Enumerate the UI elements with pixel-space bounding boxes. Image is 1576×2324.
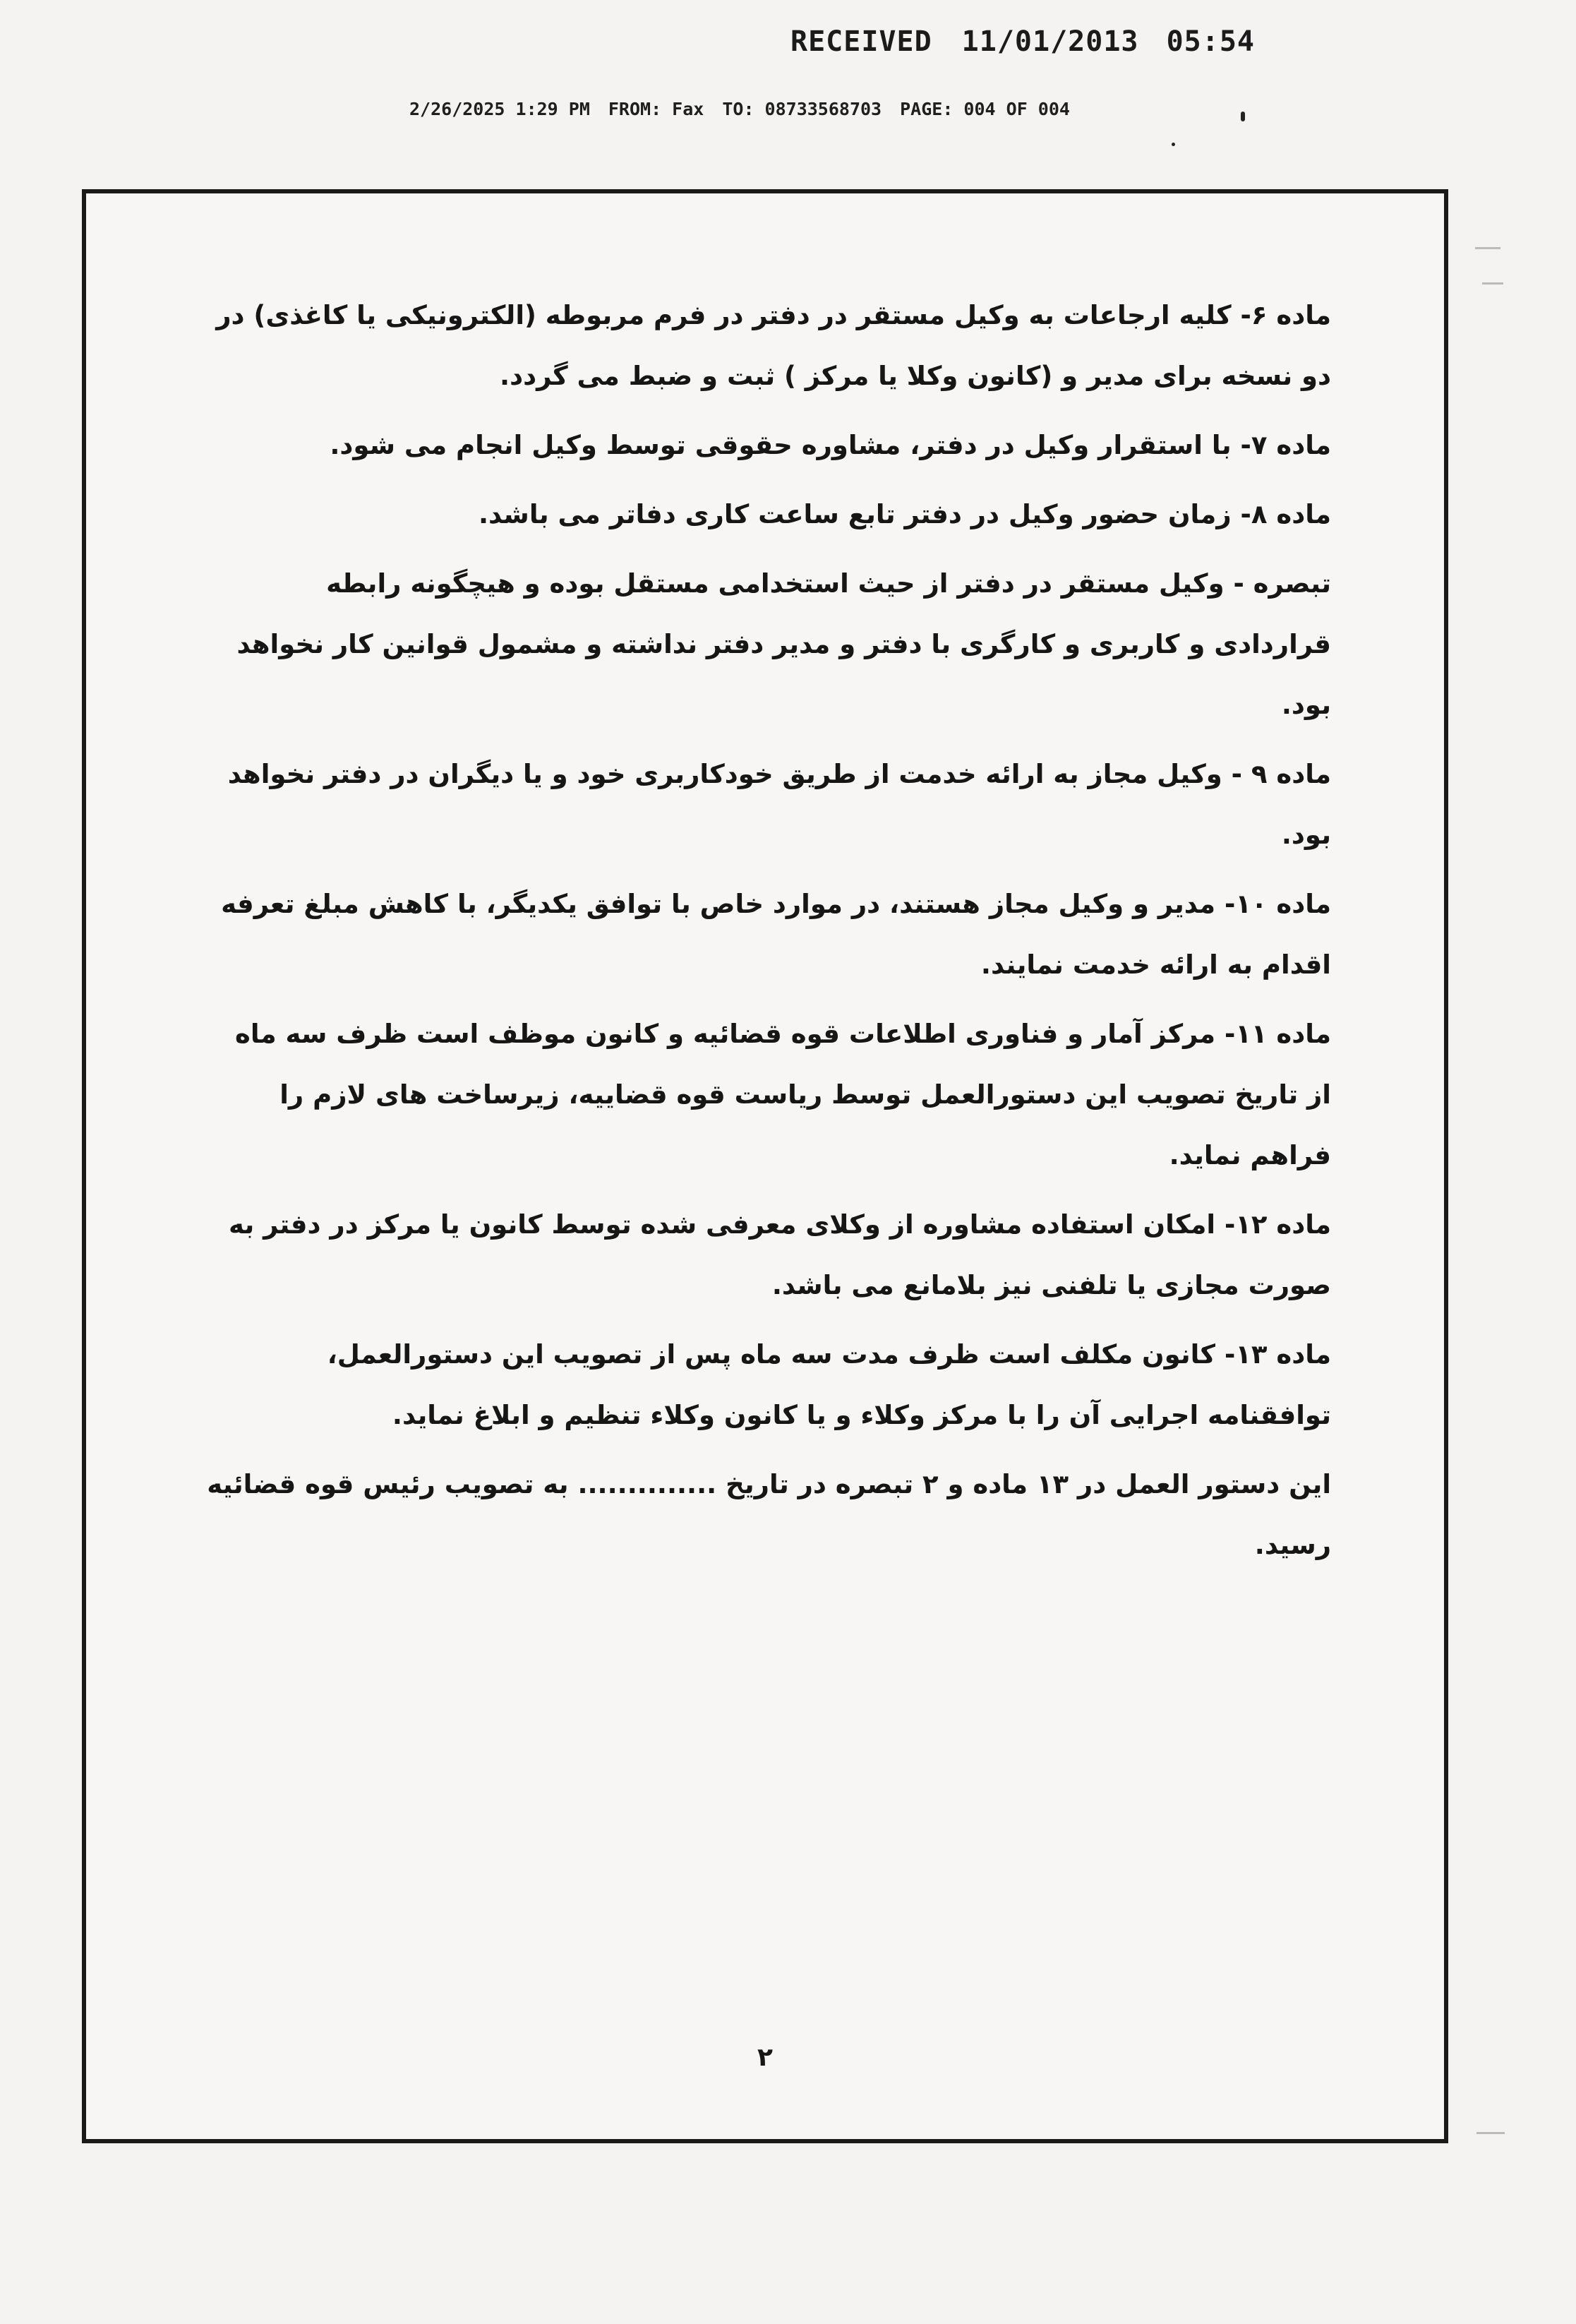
article-9: ماده ۹ - وکیل مجاز به ارائه خدمت از طریق خودکاربری خود و یا دیگران در دفتر نخواهد بود. [227,759,1331,850]
fax-transmission-header [409,99,1070,119]
article-11: ماده ۱۱- مرکز آمار و فناوری اطلاعات قوه قضائیه و کانون موظف است ظرف سه ماه از تاریخ تصویب این دستورالعمل توسط ریاست قوه قضاییه، زیرساخت های لازم را فراهم نماید. [235,1019,1331,1170]
article-12: ماده ۱۲- امکان استفاده مشاوره از وکلای معرفی شده توسط کانون یا مرکز در دفتر به صورت مجازی یا تلفنی نیز بلامانع می باشد. [228,1209,1331,1300]
note-article-8: تبصره - وکیل مستقر در دفتر از حیث استخدامی مستقل بوده و هیچگونه رابطه قراردادی و کاربری و کارگری با دفتر و مدیر دفتر نداشته و مشمول قوانین کار نخواهد بود. [236,568,1331,720]
approval-statement: این دستور العمل در ۱۳ ماده و ۲ تبصره در تاریخ .............. به تصویب رئیس قوه قضائیه رسید. [207,1469,1331,1560]
fax-received-stamp [790,25,1255,58]
scan-edge-mark [1475,247,1500,249]
page-number: ۲ [757,2043,773,2072]
article-8: ماده ۸- زمان حضور وکیل در دفتر تابع ساعت کاری دفاتر می باشد. [479,499,1331,529]
fax-from: FROM: Fax [608,99,704,119]
fax-sent-datetime: 2/26/2025 1:29 PM [409,99,590,119]
scan-edge-mark [1482,282,1503,284]
document-body [206,285,1331,1584]
fax-received-time: 05:54 [1166,25,1255,58]
document-frame [82,189,1448,2143]
fax-received-date: 11/01/2013 [961,25,1139,58]
article-13: ماده ۱۳- کانون مکلف است ظرف مدت سه ماه پس از تصویب این دستورالعمل، توافقنامه اجرایی آن را با مرکز وکلاء و یا کانون وکلاء تنظیم و ابلاغ نماید. [327,1339,1331,1430]
scan-speck [1172,143,1175,146]
fax-page-count: PAGE: 004 OF 004 [900,99,1070,119]
fax-to: TO: 08733568703 [722,99,882,119]
article-10: ماده ۱۰- مدیر و وکیل مجاز هستند، در موارد خاص با توافق یکدیگر، با کاهش مبلغ تعرفه اقدام به ارائه خدمت نمایند. [221,889,1331,980]
scan-edge-mark [1476,2132,1505,2134]
article-7: ماده ۷- با استقرار وکیل در دفتر، مشاوره حقوقی توسط وکیل انجام می شود. [330,430,1331,460]
scan-speck [1241,112,1245,121]
fax-received-label: RECEIVED [790,25,932,58]
article-6: ماده ۶- کلیه ارجاعات به وکیل مستقر در دفتر در فرم مربوطه (الکترونیکی یا کاغذی) در دو نسخه برای مدیر و (کانون وکلا یا مرکز ) ثبت و ضبط می گردد. [216,300,1331,391]
